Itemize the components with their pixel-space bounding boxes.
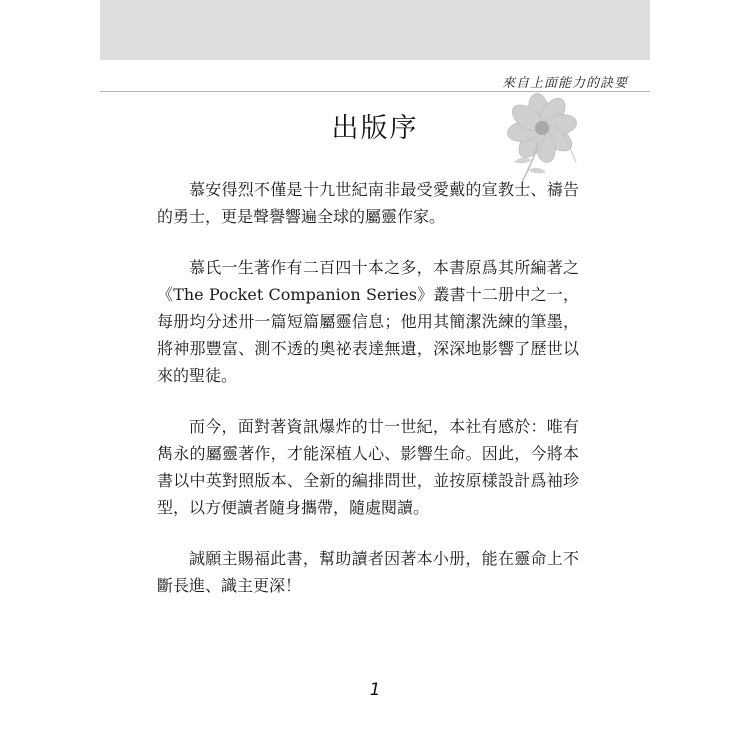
paragraph: 誠願主賜福此書，幫助讀者因著本小册，能在靈命上不斷長進、識主更深！ <box>157 549 579 595</box>
page-number: 1 <box>369 680 381 700</box>
paragraph: 而今，面對著資訊爆炸的廿一世紀，本社有感於：唯有雋永的屬靈著作，才能深植人心、影響生命。因此，今將本書以中英對照版本、全新的編排問世，並按原樣設計爲袖珍型，以方便讀者隨身攜帶，隨處閱讀。 <box>157 417 579 517</box>
page-title: 出版序 <box>331 113 419 144</box>
paragraph: 慕安得烈不僅是十九世紀南非最受愛戴的宣教士、禱告的勇士，更是聲譽響遍全球的屬靈作家。 <box>157 180 579 226</box>
running-head: 來自上面能力的訣要 <box>501 76 628 91</box>
header-band <box>100 0 650 60</box>
body-text <box>157 176 579 623</box>
book-page <box>100 0 650 750</box>
paragraph: 慕氏一生著作有二百四十本之多，本書原爲其所編著之《The Pocket Companion Series》叢書十二册中之一，每册均分述卅一篇短篇屬靈信息；他用其簡潔洗練的筆墨，將神那豐富、測不透的奧祕表達無遺，深深地影響了歷世以來的聖徒。 <box>157 258 579 385</box>
